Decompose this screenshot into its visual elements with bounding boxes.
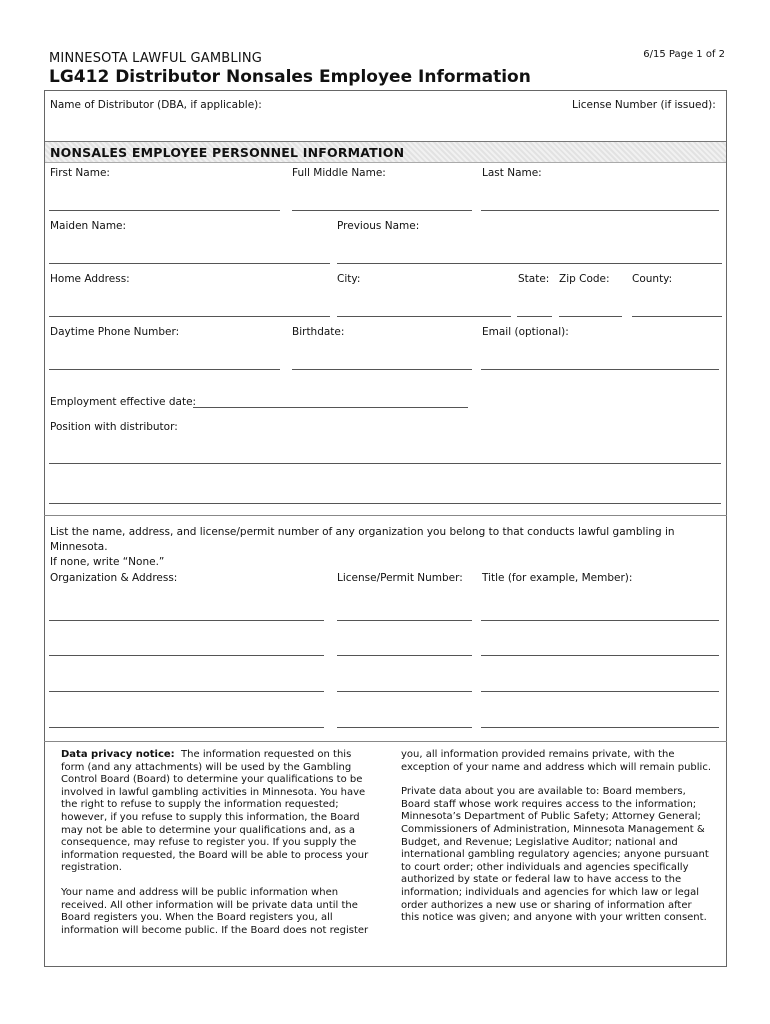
org-address-field-4[interactable]	[49, 727, 324, 728]
member-title-field-1[interactable]	[481, 620, 719, 621]
section-title: NONSALES EMPLOYEE PERSONNEL INFORMATION	[50, 145, 405, 160]
effective-date-label: Employment effective date:	[50, 396, 197, 408]
middle-name-label: Full Middle Name:	[292, 167, 386, 179]
zip-code-field[interactable]	[559, 316, 622, 317]
organizations-instructions	[50, 525, 720, 570]
county-label: County:	[632, 273, 673, 285]
last-name-label: Last Name:	[482, 167, 542, 179]
instruction-line-2: If none, write “None.”	[50, 556, 165, 568]
daytime-phone-field[interactable]	[49, 369, 280, 370]
state-label: State:	[518, 273, 550, 285]
org-address-field-1[interactable]	[49, 620, 324, 621]
license-number-label: License Number (if issued):	[572, 99, 716, 111]
position-field-line-1[interactable]	[49, 463, 721, 464]
license-permit-label: License/Permit Number:	[337, 572, 463, 584]
license-permit-field-3[interactable]	[337, 691, 472, 692]
birthdate-field[interactable]	[292, 369, 472, 370]
member-title-field-2[interactable]	[481, 655, 719, 656]
previous-name-label: Previous Name:	[337, 220, 420, 232]
section-divider	[44, 515, 727, 516]
org-address-label: Organization & Address:	[50, 572, 178, 584]
distributor-name-label: Name of Distributor (DBA, if applicable):	[50, 99, 262, 111]
birthdate-label: Birthdate:	[292, 326, 345, 338]
privacy-paragraph-2: Your name and address will be public information when received. All other information will be private data until the Board registers you. When the Board registers you, all information will become public. If the Board does not register	[61, 886, 369, 936]
privacy-right-spacer: you, all information provided remains private, with the exception of your name and address which will remain public.	[401, 749, 712, 773]
member-title-label: Title (for example, Member):	[482, 572, 633, 584]
daytime-phone-label: Daytime Phone Number:	[50, 326, 180, 338]
distributor-name-field[interactable]	[49, 112, 564, 136]
city-label: City:	[337, 273, 361, 285]
instruction-line-1: List the name, address, and license/permit number of any organization you belong to that conducts lawful gambling in Minnesota.	[50, 526, 675, 553]
privacy-notice-right	[401, 749, 711, 925]
org-address-field-3[interactable]	[49, 691, 324, 692]
position-label: Position with distributor:	[50, 421, 178, 433]
agency-name: MINNESOTA LAWFUL GAMBLING	[49, 51, 263, 66]
previous-name-field[interactable]	[337, 263, 722, 264]
maiden-name-label: Maiden Name:	[50, 220, 127, 232]
state-field[interactable]	[517, 316, 552, 317]
home-address-field[interactable]	[49, 316, 330, 317]
license-permit-field-4[interactable]	[337, 727, 472, 728]
middle-name-field[interactable]	[292, 210, 472, 211]
home-address-label: Home Address:	[50, 273, 130, 285]
license-permit-field-1[interactable]	[337, 620, 472, 621]
first-name-field[interactable]	[49, 210, 280, 211]
city-field[interactable]	[337, 316, 511, 317]
county-field[interactable]	[632, 316, 722, 317]
member-title-field-3[interactable]	[481, 691, 719, 692]
last-name-field[interactable]	[481, 210, 719, 211]
first-name-label: First Name:	[50, 167, 110, 179]
privacy-paragraph-1	[61, 749, 376, 875]
member-title-field-4[interactable]	[481, 727, 719, 728]
effective-date-field[interactable]	[193, 407, 468, 408]
privacy-heading: Data privacy notice:	[61, 749, 175, 760]
privacy-text-1: The information requested on this form (and any attachments) will be used by the Gambling Control Board (Board) to determine your qualifications to be involved in lawful gambling activities in Minnesota. You have the right to refuse to supply the information requested; however, if you refuse to supply this information, the Board may not be able to determine your qualifications and, as a consequence, may refuse to register you. If you supply the information requested, the Board will be able to process your registration.	[61, 749, 369, 874]
privacy-paragraph-3: Private data about you are available to: Board members, Board staff whose work requires access to the information; Minnesota’s Department of Public Safety; Attorney General; Commissioners of Administration, Minnesota Management & Budget, and Revenue; Legislative Auditor; national and international gambling regulatory agencies; anyone pursuant to court order; other individuals and agencies specifically authorized by state or federal law to have access to the information; individuals and agencies for which law or legal order authorizes a new use or sharing of information after this notice was given; and anyone with your written consent.	[401, 786, 709, 924]
license-number-field[interactable]	[572, 112, 722, 136]
email-label: Email (optional):	[482, 326, 569, 338]
license-permit-field-2[interactable]	[337, 655, 472, 656]
privacy-divider	[44, 741, 727, 742]
form-title: LG412 Distributor Nonsales Employee Information	[49, 67, 531, 87]
privacy-notice-left	[61, 749, 376, 937]
email-field[interactable]	[481, 369, 719, 370]
position-field-line-2[interactable]	[49, 503, 721, 504]
maiden-name-field[interactable]	[49, 263, 330, 264]
org-address-field-2[interactable]	[49, 655, 324, 656]
zip-code-label: Zip Code:	[559, 273, 610, 285]
page-info: 6/15 Page 1 of 2	[643, 49, 725, 60]
